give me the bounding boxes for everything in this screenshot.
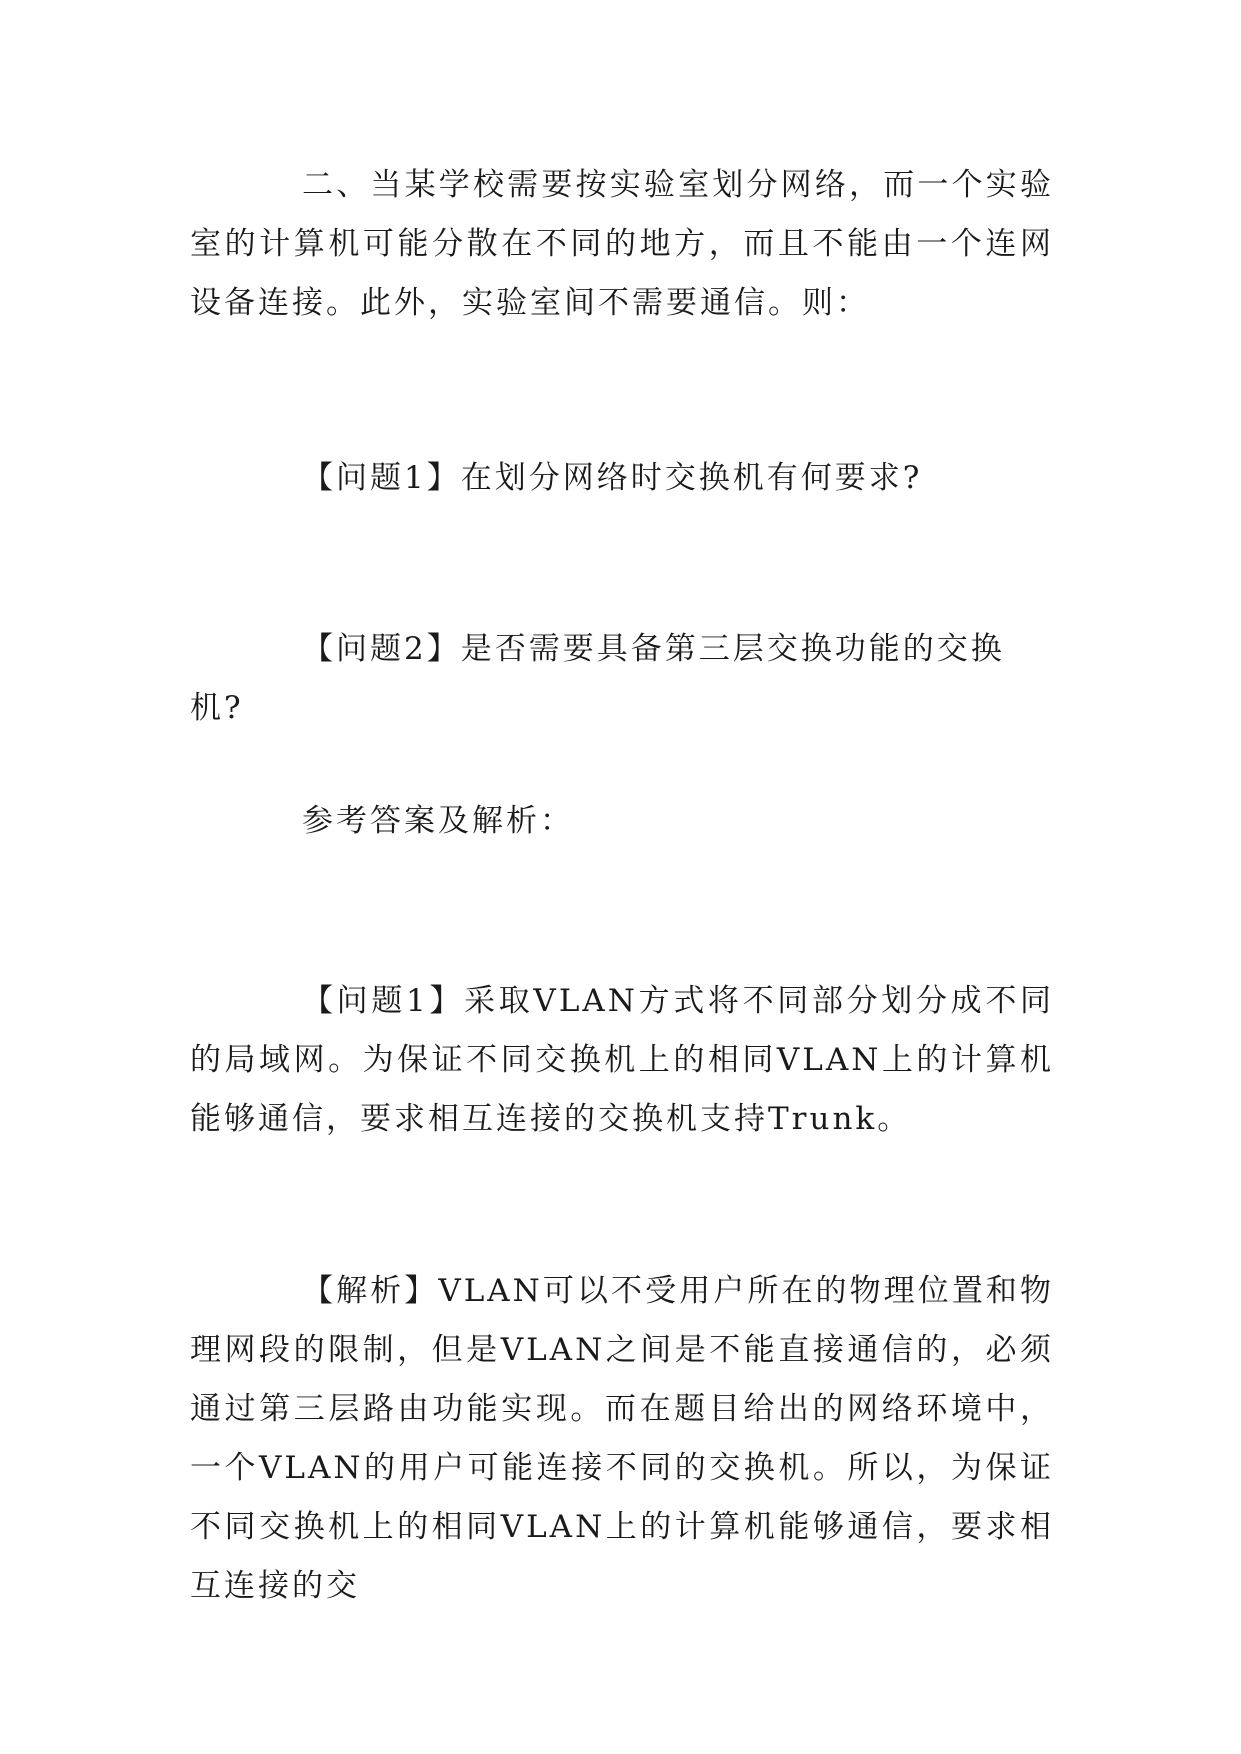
question-2-paragraph: 【问题2】是否需要具备第三层交换功能的交换机? <box>190 631 1005 726</box>
reference-answer-heading: 参考答案及解析： <box>302 803 574 839</box>
intro-paragraph: 二、当某学校需要按实验室划分网络，而一个实验室的计算机可能分散在不同的地方，而且不能由一个连网设备连接。此外，实验室间不需要通信。则： <box>190 167 1054 321</box>
question-1-paragraph: 【问题1】在划分网络时交换机有何要求? <box>302 460 923 496</box>
analysis-paragraph: 【解析】VLAN可以不受用户所在的物理位置和物理网段的限制，但是VLAN之间是不能直接通信的，必须通过第三层路由功能实现。而在题目给出的网络环境中，一个VLAN的用户可能连接不同的交换机。所以，为保证不同交换机上的相同VLAN上的计算机能够通信，要求相互连接的交 <box>190 1273 1054 1604</box>
answer-1-paragraph: 【问题1】采取VLAN方式将不同部分划分成不同的局域网。为保证不同交换机上的相同VLAN上的计算机能够通信，要求相互连接的交换机支持Trunk。 <box>190 983 1054 1137</box>
